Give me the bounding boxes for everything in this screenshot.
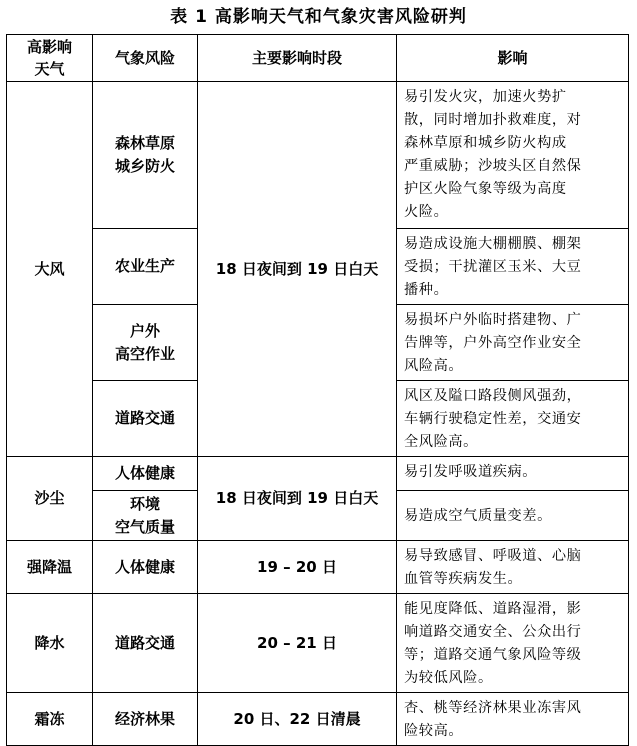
risk-cell: 经济林果 xyxy=(93,693,198,746)
impact-cell: 易损坏户外临时搭建物、广 告牌等，户外高空作业安全 风险高。 xyxy=(397,305,629,381)
period-cell-wind: 18 日夜间到 19 日白天 xyxy=(198,82,397,457)
impact-cell: 易造成设施大棚棚膜、棚架 受损；干扰灌区玉米、大豆 播种。 xyxy=(397,229,629,305)
risk-cell: 农业生产 xyxy=(93,229,198,305)
weather-cell-dust: 沙尘 xyxy=(7,457,93,541)
period-cell-cooling: 19 – 20 日 xyxy=(198,541,397,594)
impact-cell: 易导致感冒、呼吸道、心脑 血管等疾病发生。 xyxy=(397,541,629,594)
weather-cell-wind: 大风 xyxy=(7,82,93,457)
impact-cell: 易造成空气质量变差。 xyxy=(397,491,629,541)
risk-table-container xyxy=(6,34,628,746)
risk-cell: 森林草原 城乡防火 xyxy=(93,82,198,229)
risk-cell: 人体健康 xyxy=(93,541,198,594)
impact-cell: 杏、桃等经济林果业冻害风 险较高。 xyxy=(397,693,629,746)
impact-cell: 易引发呼吸道疾病。 xyxy=(397,457,629,491)
impact-cell: 易引发火灾，加速火势扩 散，同时增加扑救难度，对 森林草原和城乡防火构成 严重威胁；沙坡头区自然保 护区火险气象等级为高度 火险。 xyxy=(397,82,629,229)
weather-cell-frost: 霜冻 xyxy=(7,693,93,746)
risk-cell: 道路交通 xyxy=(93,594,198,693)
table-title: 表 1 高影响天气和气象灾害风险研判 xyxy=(170,7,467,27)
table-row xyxy=(7,594,629,693)
impact-cell: 风区及隘口路段侧风强劲， 车辆行驶稳定性差，交通安 全风险高。 xyxy=(397,381,629,457)
table-row xyxy=(7,82,629,229)
risk-cell: 人体健康 xyxy=(93,457,198,491)
period-cell-precip: 20 – 21 日 xyxy=(198,594,397,693)
risk-cell: 道路交通 xyxy=(93,381,198,457)
table-row xyxy=(7,457,629,491)
risk-table xyxy=(6,34,629,746)
header-period: 主要影响时段 xyxy=(198,35,397,82)
weather-cell-cooling: 强降温 xyxy=(7,541,93,594)
risk-cell: 户外 高空作业 xyxy=(93,305,198,381)
table-row xyxy=(7,693,629,746)
impact-cell: 能见度降低、道路湿滑，影 响道路交通安全、公众出行 等；道路交通气象风险等级 为较低风险。 xyxy=(397,594,629,693)
header-risk: 气象风险 xyxy=(93,35,198,82)
period-cell-frost: 20 日、22 日清晨 xyxy=(198,693,397,746)
risk-cell: 环境 空气质量 xyxy=(93,491,198,541)
header-impact: 影响 xyxy=(397,35,629,82)
table-row xyxy=(7,541,629,594)
period-cell-dust: 18 日夜间到 19 日白天 xyxy=(198,457,397,541)
header-weather: 高影响 天气 xyxy=(7,35,93,82)
header-row xyxy=(7,35,629,82)
weather-cell-precip: 降水 xyxy=(7,594,93,693)
